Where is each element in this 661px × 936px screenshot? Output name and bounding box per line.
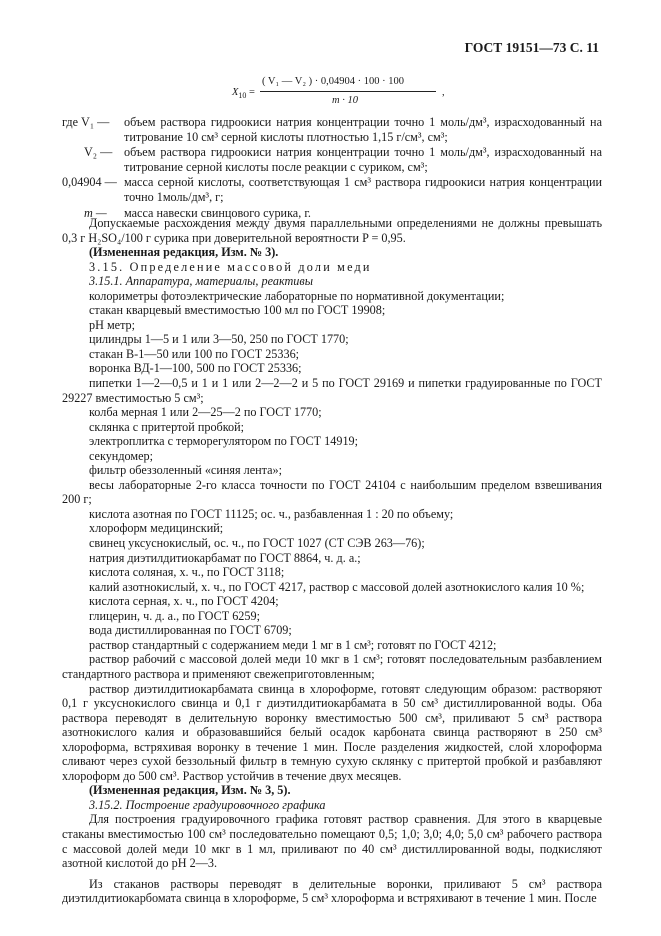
paragraph: свинец уксуснокислый, ос. ч., по ГОСТ 1027 (СТ СЭВ 263—76); xyxy=(89,536,425,551)
paragraph: кислота азотная по ГОСТ 11125; ос. ч., разбавленная 1 : 20 по объему; xyxy=(89,506,454,521)
paragraph: воронка ВД-1—100, 500 по ГОСТ 25336; xyxy=(89,361,302,376)
paragraph: колба мерная 1 или 2—25—2 по ГОСТ 1770; xyxy=(89,405,322,420)
paragraph: электроплитка с терморегулятором по ГОСТ 14919; xyxy=(89,434,359,449)
document-body xyxy=(62,216,602,906)
paragraph: Допускаемые расхождения между двумя параллельными определениями не должны превышать 0,3 г H₂SO₄/100 г сурика при доверительной вероятности P = 0,95. xyxy=(62,216,602,245)
definition-text: объем раствора гидроокиси натрия концентрации точно 1 моль/дм³, израсходованный на титрование 10 см³ серной кислоты плотностью 1,15 г/см³, см³; xyxy=(124,115,602,144)
formula-lhs: $X_{10}$ = xyxy=(232,87,255,101)
definition-text: объем раствора гидроокиси натрия концентрации точно 1 моль/дм³, израсходованный на титрование серной кислоты после реакции с суриком, см³; xyxy=(124,145,602,174)
paragraph: секундомер; xyxy=(89,448,153,463)
paragraph: раствор рабочий с массовой долей меди 10 мкг в 1 см³; готовят последовательным разбавлением стандартного раствора и применяют свежеприготовленным; xyxy=(62,652,602,681)
paragraph: глицерин, ч. д. а., по ГОСТ 6259; xyxy=(89,608,260,623)
paragraph: кислота серная, х. ч., по ГОСТ 4204; xyxy=(89,594,279,609)
paragraph: стакан кварцевый вместимостью 100 мл по ГОСТ 19908; xyxy=(89,303,386,318)
definition-symbol: 0,04904 — xyxy=(62,175,117,190)
definition-symbol: где V₁ — xyxy=(62,115,110,129)
paragraph: рН метр; xyxy=(89,317,136,332)
variable-definitions xyxy=(62,115,602,221)
paragraph: 3.15.1. Аппаратура, материалы, реактивы xyxy=(89,274,313,289)
paragraph: (Измененная редакция, Изм. № 3). xyxy=(89,245,279,260)
formula-numerator: ( V₁ — V₂ ) · 0,04904 · 100 · 100 xyxy=(262,76,404,87)
paragraph: вода дистиллированная по ГОСТ 6709; xyxy=(89,623,292,638)
paragraph: колориметры фотоэлектрические лабораторные по нормативной документации; xyxy=(89,288,505,303)
definition-symbol: V₂ — xyxy=(84,145,113,160)
formula-trail: , xyxy=(442,87,445,98)
definition-text: масса навески свинцового сурика, г. xyxy=(124,205,311,220)
paragraph: склянка с притертой пробкой; xyxy=(89,419,245,434)
paragraph: 3.15. Определение массовой доли меди xyxy=(89,259,372,274)
page-header: ГОСТ 19151—73 С. 11 xyxy=(464,40,599,55)
fraction-bar xyxy=(260,91,436,92)
definition-symbol: m — xyxy=(84,205,107,220)
paragraph: кислота соляная, х. ч., по ГОСТ 3118; xyxy=(89,565,285,580)
formula-denominator: m · 10 xyxy=(332,95,358,106)
definition-row xyxy=(62,145,602,174)
paragraph: 3.15.2. Построение градуировочного графика xyxy=(89,797,326,812)
paragraph: фильтр обеззоленный «синяя лента»; xyxy=(89,463,283,478)
paragraph: Для построения градуировочного графика готовят раствор сравнения. Для этого в кварцевые стаканы вместимостью 100 см³ последовательно помещают 0,5; 1,0; 3,0; 4,0; 5,0 см³ рабочего раствора с массовой долей меди 10 мкг в 1 мл, приливают по 40 см³ дистиллированной воды, подкисляют азотной кислотой до рН 2—3. xyxy=(62,812,602,871)
paragraph: (Измененная редакция, Изм. № 3, 5). xyxy=(89,783,291,798)
definition-row xyxy=(62,175,602,204)
paragraph: хлороформ медицинский; xyxy=(89,521,224,536)
paragraph: цилиндры 1—5 и 1 или 3—50, 250 по ГОСТ 1770; xyxy=(89,332,349,347)
paragraph: пипетки 1—2—0,5 и 1 и 1 или 2—2—2 и 5 по ГОСТ 29169 и пипетки градуированные по ГОСТ 29227 вместимостью 5 см³; xyxy=(62,376,602,405)
paragraph: стакан В-1—50 или 100 по ГОСТ 25336; xyxy=(89,346,300,361)
formula xyxy=(232,74,462,114)
definition-row xyxy=(62,115,602,144)
paragraph: натрия диэтилдитиокарбамат по ГОСТ 8864, ч. д. а.; xyxy=(89,550,361,565)
paragraph: раствор диэтилдитиокарбамата свинца в хлороформе, готовят следующим образом: растворяют 0,1 г уксуснокислого свинца и 0,1 г диэтилдитиокарбамата в 50 см³ дистиллированной воды. Оба раствора переводят в делительную воронку вместимостью 500 см³, приливают 5 см³ раствора азотнокислого калия и образовавшийся белый осадок карбоната свинца растворяют в 250 см³ хлороформа, встряхивая воронку в течение 1 мин. После разделения жидкостей, слой хлороформа сливают через сухой беззольный фильтр в темную сухую склянку с притертой пробкой и разбавляют хлороформ до 500 см³. Раствор устойчив в течение двух месяцев. xyxy=(62,681,602,783)
paragraph: калий азотнокислый, х. ч., по ГОСТ 4217, раствор с массовой долей азотнокислого калия 10 %; xyxy=(89,579,585,594)
paragraph: раствор стандартный с содержанием меди 1 мг в 1 см³; готовят по ГОСТ 4212; xyxy=(89,637,497,652)
paragraph: весы лабораторные 2-го класса точности по ГОСТ 24104 с наибольшим пределом взвешивания 200 г; xyxy=(62,477,602,507)
paragraph: Из стаканов растворы переводят в делительные воронки, приливают 5 см³ раствора диэтилдитиокарбомата свинца в хлороформе, 5 см³ хлороформа и встряхивают в течение 1 мин. После xyxy=(62,876,602,906)
definition-text: масса серной кислоты, соответствующая 1 см³ раствора гидроокиси натрия концентрации точно 1моль/дм³, г; xyxy=(124,175,602,204)
